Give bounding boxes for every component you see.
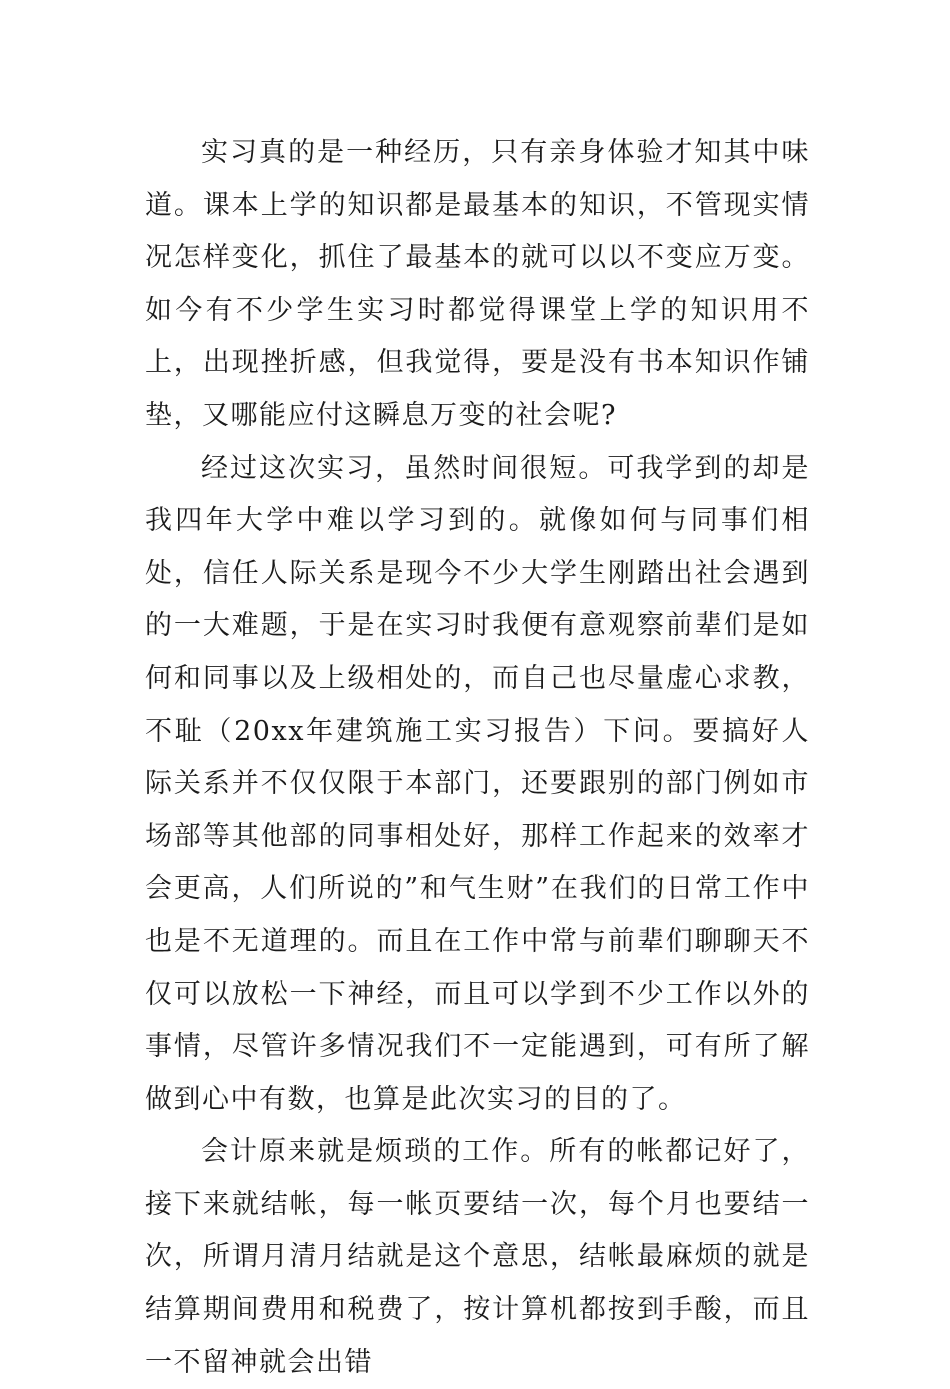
paragraph-1: 实习真的是一种经历，只有亲身体验才知其中味道。课本上学的知识都是最基本的知识，不管现实情况怎样变化，抓住了最基本的就可以以不变应万变。如今有不少学生实习时都觉得课堂上学的知识用不上，出现挫折感，但我觉得，要是没有书本知识作铺垫，又哪能应付这瞬息万变的社会呢?	[145, 137, 810, 431]
document-body	[145, 127, 810, 1389]
paragraph-3: 会计原来就是烦琐的工作。所有的帐都记好了，接下来就结帐，每一帐页要结一次，每个月也要结一次，所谓月清月结就是这个意思，结帐最麻烦的就是结算期间费用和税费了，按计算机都按到手酸，而且一不留神就会出错	[145, 1136, 810, 1378]
paragraph-2: 经过这次实习，虽然时间很短。可我学到的却是我四年大学中难以学习到的。就像如何与同事们相处，信任人际关系是现今不少大学生刚踏出社会遇到的一大难题，于是在实习时我便有意观察前辈们是如何和同事以及上级相处的，而自己也尽量虚心求教，不耻（20xx年建筑施工实习报告）下问。要搞好人际关系并不仅仅限于本部门，还要跟别的部门例如市场部等其他部的同事相处好，那样工作起来的效率才会更高，人们所说的”和气生财”在我们的日常工作中也是不无道理的。而且在工作中常与前辈们聊聊天不仅可以放松一下神经，而且可以学到不少工作以外的事情，尽管许多情况我们不一定能遇到，可有所了解做到心中有数，也算是此次实习的目的了。	[145, 452, 810, 1115]
